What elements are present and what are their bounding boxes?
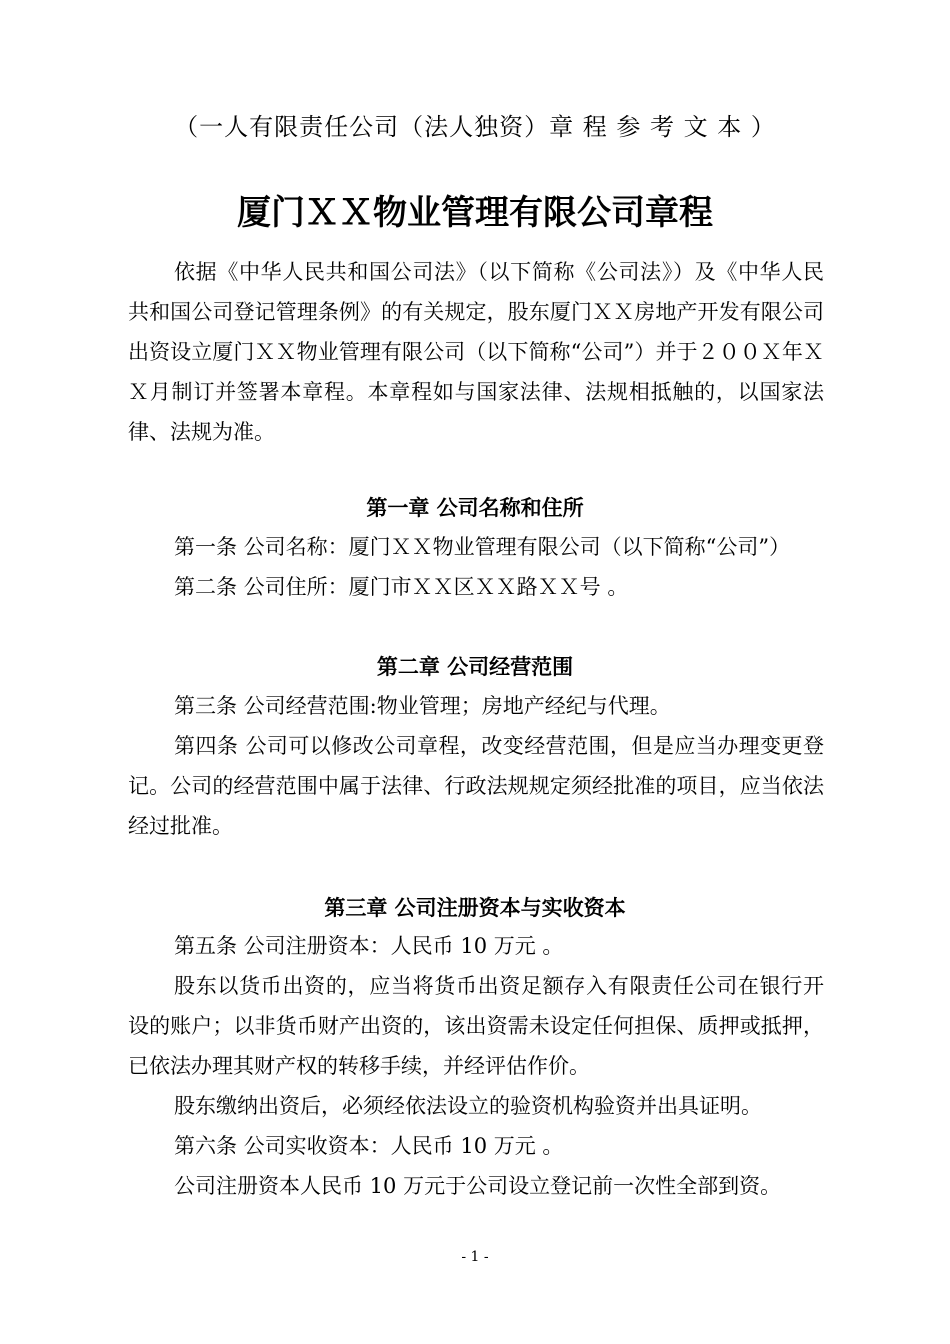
article-6: 第六条 公司实收资本：人民币 10 万元 。	[174, 1134, 564, 1158]
capital-contribution-paragraph: 股东以货币出资的，应当将货币出资足额存入有限责任公司在银行开设的账户；以非货币财产出资的，该出资需未设定任何担保、质押或抵押，已依法办理其财产权的转移手续，并经评估作价。	[128, 974, 824, 1078]
chapter-1-heading: 第一章 公司名称和住所	[366, 496, 584, 520]
article-3: 第三条 公司经营范围:物业管理；房地产经纪与代理。	[174, 694, 671, 718]
preamble-paragraph: 依据《中华人民共和国公司法》（以下简称《公司法》）及《中华人民共和国公司登记管理条例》的有关规定，股东厦门ＸＸ房地产开发有限公司出资设立厦门ＸＸ物业管理有限公司（以下简称“公司”）并于２００Ｘ年ＸＸ月制订并签署本章程。本章程如与国家法律、法规相抵触的，以国家法律、法规为准。	[128, 260, 824, 444]
capital-paid-paragraph: 公司注册资本人民币 10 万元于公司设立登记前一次性全部到资。	[174, 1174, 782, 1198]
article-2: 第二条 公司住所：厦门市ＸＸ区ＸＸ路ＸＸ号 。	[174, 575, 629, 599]
document-subtitle: （一人有限责任公司（法人独资）章 程 参 考 文 本 ）	[174, 113, 776, 141]
document-title: 厦门ＸＸ物业管理有限公司章程	[237, 193, 713, 233]
article-4: 第四条 公司可以修改公司章程，改变经营范围，但是应当办理变更登记。公司的经营范围中属于法律、行政法规规定须经批准的项目，应当依法经过批准。	[128, 734, 824, 838]
article-1: 第一条 公司名称：厦门ＸＸ物业管理有限公司（以下简称“公司”）	[174, 535, 791, 559]
chapter-2-heading: 第二章 公司经营范围	[376, 655, 574, 679]
chapter-3-heading: 第三章 公司注册资本与实收资本	[324, 896, 626, 920]
article-5: 第五条 公司注册资本：人民币 10 万元 。	[174, 934, 564, 958]
page-number: - 1 -	[461, 1249, 489, 1265]
capital-verification-paragraph: 股东缴纳出资后，必须经依法设立的验资机构验资并出具证明。	[174, 1094, 762, 1118]
